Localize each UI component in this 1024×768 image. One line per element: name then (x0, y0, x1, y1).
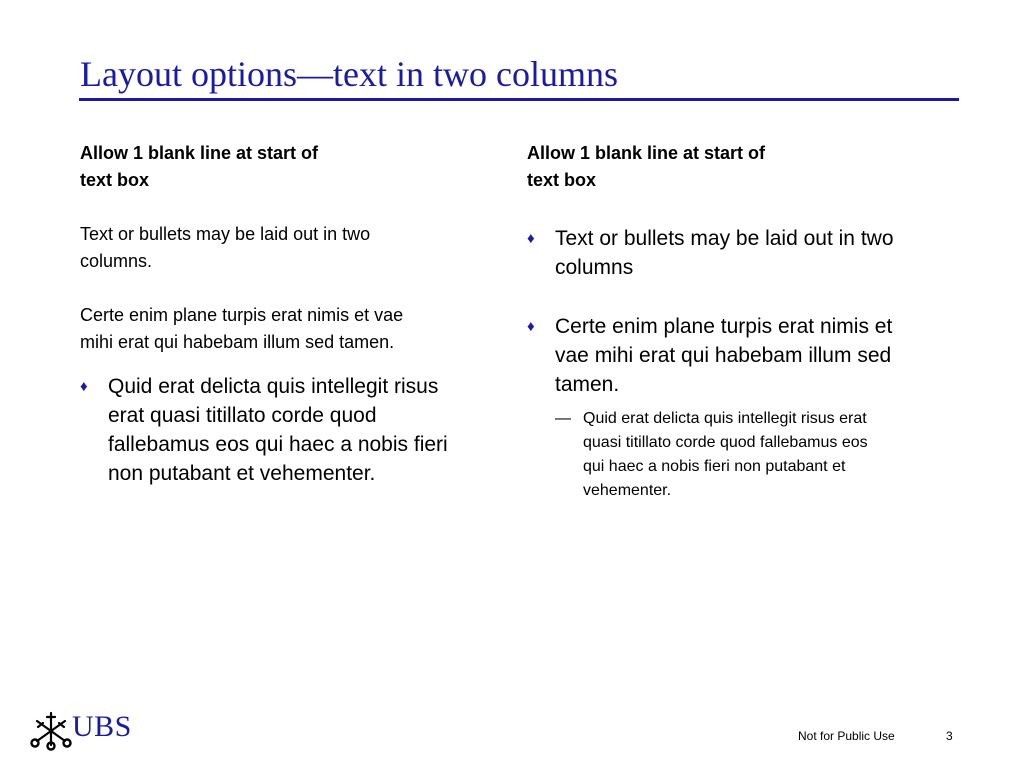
right-bullet-2 (527, 312, 957, 399)
right-bullet-1 (527, 224, 957, 282)
diamond-bullet-icon: ♦ (527, 318, 535, 335)
left-paragraph-1 (80, 221, 510, 275)
ubs-logo-text: UBS (72, 710, 132, 743)
bullet-line: Certe enim plane turpis erat nimis et (555, 315, 893, 338)
left-bullet (80, 372, 510, 488)
bullet-line: non putabant et vehementer. (108, 462, 376, 485)
diamond-bullet-icon: ♦ (527, 230, 535, 247)
heading-line: text box (527, 170, 597, 190)
paragraph-line: columns. (80, 251, 153, 271)
heading-line: Allow 1 blank line at start of (527, 143, 766, 163)
title-underline (79, 98, 959, 101)
right-column (527, 140, 957, 503)
heading-line: Allow 1 blank line at start of (80, 143, 319, 163)
paragraph-line: mihi erat qui habebam illum sed tamen. (80, 332, 395, 352)
bullet-line: tamen. (555, 373, 620, 396)
slide-title: Layout options—text in two columns (80, 54, 618, 94)
bullet-line: columns (555, 256, 634, 279)
subbullet-line: Quid erat delicta quis intellegit risus erat (583, 410, 867, 427)
bullet-line: Quid erat delicta quis intellegit risus (108, 375, 439, 398)
subbullet-line: qui haec a nobis fieri non putabant et (583, 458, 846, 475)
three-keys-icon (29, 707, 73, 751)
paragraph-line: Certe enim plane turpis erat nimis et vae (80, 305, 404, 325)
heading-line: text box (80, 170, 150, 190)
left-column-heading (80, 140, 510, 194)
page-number: 3 (946, 729, 953, 743)
dash-bullet-icon: — (555, 410, 571, 427)
subbullet-line: vehementer. (583, 482, 672, 499)
subbullet-line: quasi titillato corde quod fallebamus eos (583, 434, 868, 451)
bullet-line: vae mihi erat qui habebam illum sed (555, 344, 892, 367)
bullet-line: fallebamus eos qui haec a nobis fieri (108, 433, 448, 456)
right-column-heading (527, 140, 957, 194)
left-column (80, 140, 510, 488)
confidentiality-note: Not for Public Use (798, 729, 895, 743)
diamond-bullet-icon: ♦ (80, 378, 88, 395)
bullet-line: erat quasi titillato corde quod (108, 404, 377, 427)
left-paragraph-2 (80, 302, 510, 356)
paragraph-line: Text or bullets may be laid out in two (80, 224, 371, 244)
right-subbullet (555, 407, 957, 503)
bullet-line: Text or bullets may be laid out in two (555, 227, 894, 250)
